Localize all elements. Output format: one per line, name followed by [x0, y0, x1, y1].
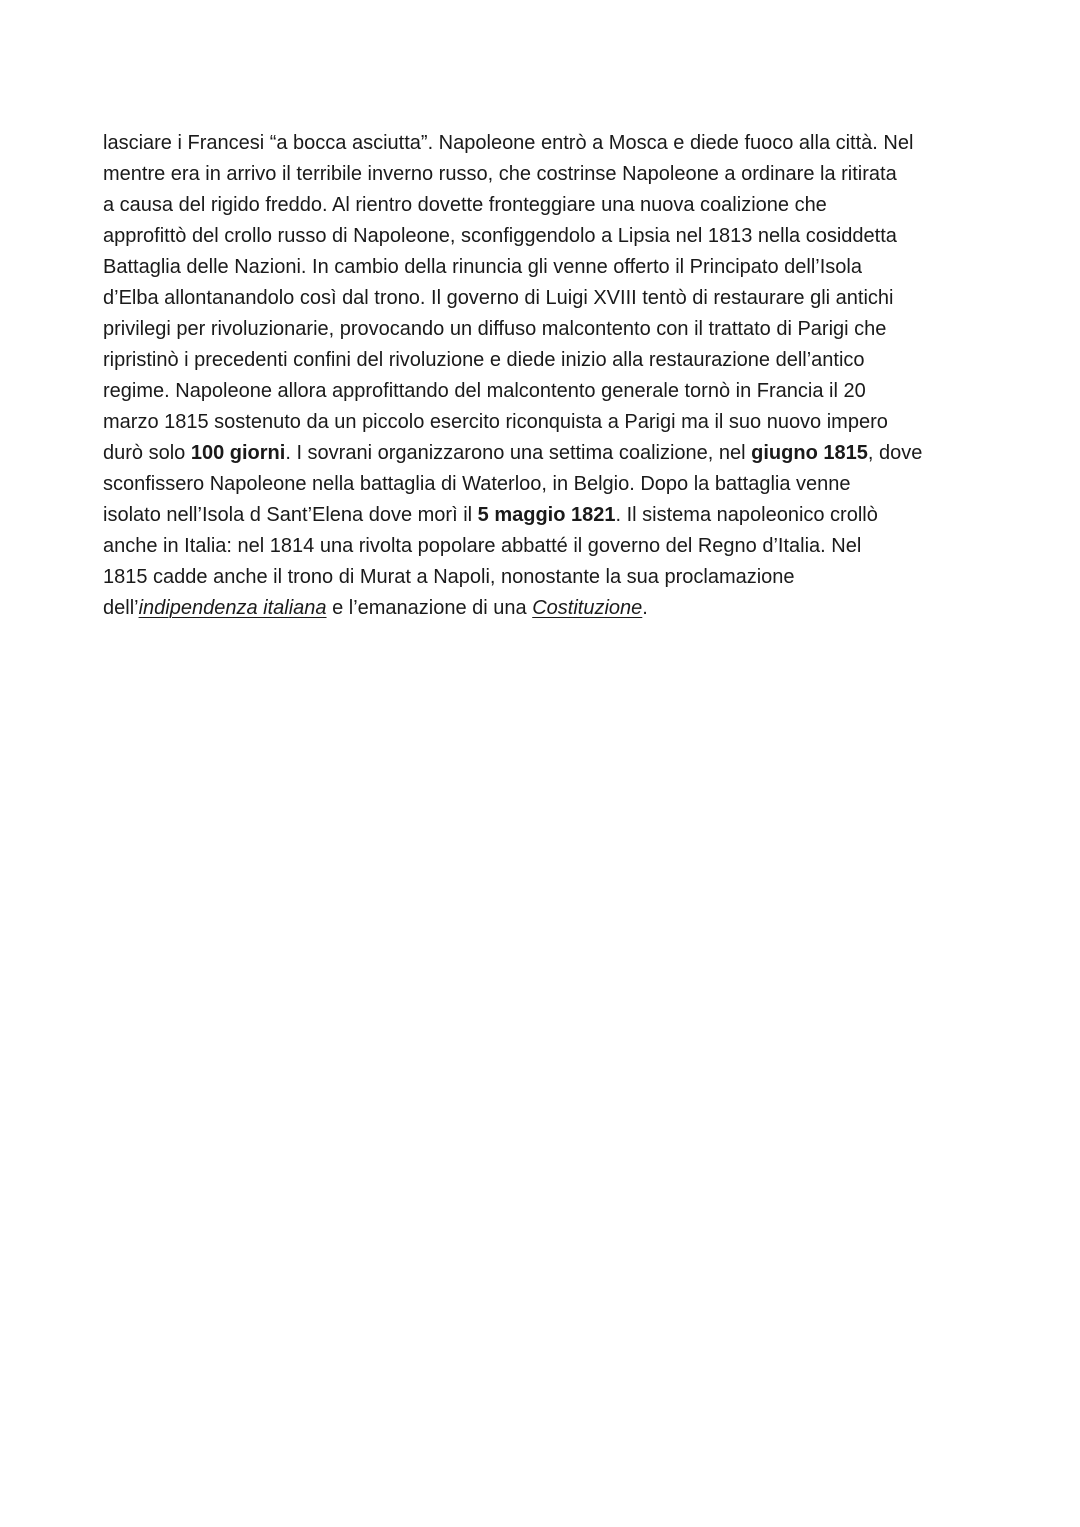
text-run: Battaglia delle Nazioni. In cambio della rinuncia gli venne offerto il Principato dell’Isola	[103, 256, 862, 278]
text-run: mentre era in arrivo il terribile inverno russo, che costrinse Napoleone a ordinare la ritirata	[103, 163, 897, 185]
text-run: sconfissero Napoleone nella battaglia di Waterloo, in Belgio. Dopo la battaglia venne	[103, 473, 851, 495]
text-line	[103, 438, 983, 469]
text-line	[103, 593, 983, 624]
text-run: approfittò del crollo russo di Napoleone, sconfiggendolo a Lipsia nel 1813 nella cosiddetta	[103, 225, 897, 247]
text-run: , dove	[867, 442, 923, 464]
text-run: e l’emanazione di una	[326, 597, 533, 619]
text-line	[103, 407, 983, 438]
text-run: .	[642, 597, 648, 619]
bold-text: 5 maggio 1821	[477, 504, 616, 526]
text-line	[103, 190, 983, 221]
bold-text: 100 giorni	[190, 442, 286, 464]
text-run: lasciare i Francesi “a bocca asciutta”. Napoleone entrò a Mosca e diede fuoco alla città. Nel	[103, 132, 914, 154]
text-line	[103, 252, 983, 283]
text-line	[103, 500, 983, 531]
text-run: a causa del rigido freddo. Al rientro dovette fronteggiare una nuova coalizione che	[103, 194, 827, 216]
text-run: ripristinò i precedenti confini del rivoluzione e diede inizio alla restaurazione dell’antico	[103, 349, 865, 371]
text-run: 1815 cadde anche il trono di Murat a Napoli, nonostante la sua proclamazione	[103, 566, 795, 588]
text-run: privilegi per rivoluzionarie, provocando un diffuso malcontento con il trattato di Parigi che	[103, 318, 887, 340]
text-run: durò solo	[103, 442, 191, 464]
text-line	[103, 469, 983, 500]
bold-text: giugno 1815	[751, 442, 868, 464]
text-line	[103, 345, 983, 376]
text-line	[103, 128, 983, 159]
text-run: anche in Italia: nel 1814 una rivolta popolare abbatté il governo del Regno d’Italia. Nel	[103, 535, 862, 557]
text-run: regime. Napoleone allora approfittando del malcontento generale tornò in Francia il 20	[103, 380, 866, 402]
italic-underlined-text: indipendenza italiana	[138, 597, 327, 619]
text-line	[103, 562, 983, 593]
text-run: marzo 1815 sostenuto da un piccolo esercito riconquista a Parigi ma il suo nuovo impero	[103, 411, 888, 433]
body-paragraph	[103, 128, 983, 624]
text-run: . I sovrani organizzarono una settima coalizione, nel	[285, 442, 752, 464]
text-line	[103, 283, 983, 314]
text-line	[103, 376, 983, 407]
text-line	[103, 314, 983, 345]
text-line	[103, 221, 983, 252]
text-line	[103, 531, 983, 562]
text-run: d’Elba allontanandolo così dal trono. Il governo di Luigi XVIII tentò di restaurare gli antichi	[103, 287, 894, 309]
text-run: . Il sistema napoleonico crollò	[615, 504, 878, 526]
text-line	[103, 159, 983, 190]
text-run: isolato nell’Isola d Sant’Elena dove morì il	[103, 504, 478, 526]
italic-underlined-text: Costituzione	[532, 597, 643, 619]
text-run: dell’	[103, 597, 139, 619]
